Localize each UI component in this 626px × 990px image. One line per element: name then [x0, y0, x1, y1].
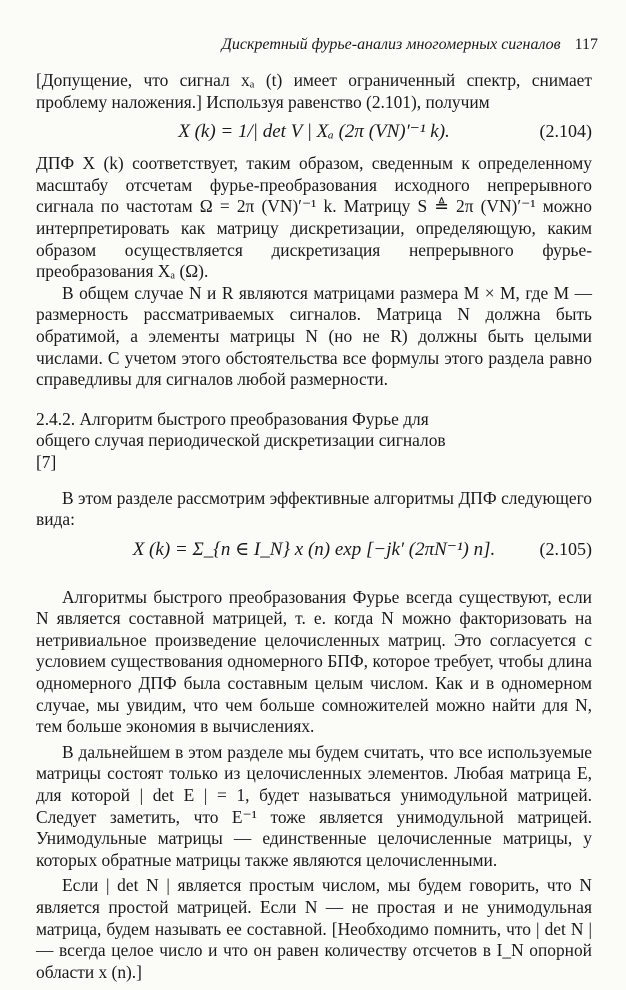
equation-2-104 — [36, 117, 592, 151]
equation-2-105 — [36, 535, 592, 585]
paragraph-6: В дальнейшем в этом разделе мы будем считать, что все используемые матрицы состоят только из целочисленных элементов. Любая матрица E, для которой | det E | = 1, будет называться унимодульной матрицей. Следует заметить, что E⁻¹ тоже является унимодульной матрицей. Унимодульные матрицы — единственные целочисленные матрицы, у которых обратные матрицы также являются целочисленными. — [36, 741, 592, 870]
equation-2-104-number: (2.104) — [539, 121, 592, 142]
running-header — [222, 36, 598, 54]
paragraph-4: В этом разделе рассмотрим эффективные алгоритмы ДПФ следующего вида: — [36, 487, 592, 530]
paragraph-1: [Допущение, что сигнал xₐ (t) имеет ограниченный спектр, снимает проблему наложения.] Используя равенство (2.101), получим — [36, 70, 592, 112]
running-title: Дискретный фурье-анализ многомерных сигналов — [221, 36, 561, 53]
section-heading: 2.4.2. Алгоритм быстрого преобразования Фурье для общего случая периодической дискретизации сигналов [7] — [36, 408, 446, 472]
paragraph-3: В общем случае N и R являются матрицами размера M × M, где M — размерность рассматриваемых сигналов. Матрица N должна быть обратимой, а элементы матрицы N (но не R) должны быть целыми числами. С учетом этого обстоятельства все формулы этого раздела равно справедливы для сигналов любой размерности. — [36, 282, 592, 390]
page-number: 117 — [574, 36, 598, 53]
equation-2-104-formula: X (k) = 1/| det V | Xₐ (2π (VN)′⁻¹ k). — [178, 121, 450, 143]
paragraph-7: Если | det N | является простым числом, мы будем говорить, что N является простой матрицей. Если N — не простая и не унимодульная матрица, будем называть ее составной. [Необходимо помнить, что | det N | — всегда целое число и что он равен количеству отсчетов в I_N опорной области x (n).] — [36, 875, 592, 982]
equation-2-105-formula: X (k) = Σ_{n ∈ I_N} x (n) exp [−jk′ (2πN⁻¹) n]. — [132, 538, 496, 560]
equation-2-105-number: (2.105) — [539, 538, 592, 559]
paragraph-5: Алгоритмы быстрого преобразования Фурье всегда существуют, если N является составной матрицей, т. е. когда N можно факторизовать на нетривиальное произведение целочисленных матриц. Это согласуется с условием существования одномерного БПФ, которое требует, чтобы длина одномерного ДПФ была составным целым числом. Как и в одномерном случае, мы увидим, что чем больше сомножителей можно найти для N, тем больше экономия в вычислениях. — [36, 586, 592, 737]
page-body — [36, 70, 592, 983]
paragraph-2: ДПФ X (k) соответствует, таким образом, сведенным к определенному масштабу отсчетам фурье-преобразования исходного непрерывного сигнала по частотам Ω = 2π (VN)′⁻¹ k. Матрицу S ≜ 2π (VN)′⁻¹ можно интерпретировать как матрицу дискретизации, определяющую, каким образом осуществляется дискретизация непрерывного фурье-преобразования Xₐ (Ω). — [36, 153, 592, 282]
